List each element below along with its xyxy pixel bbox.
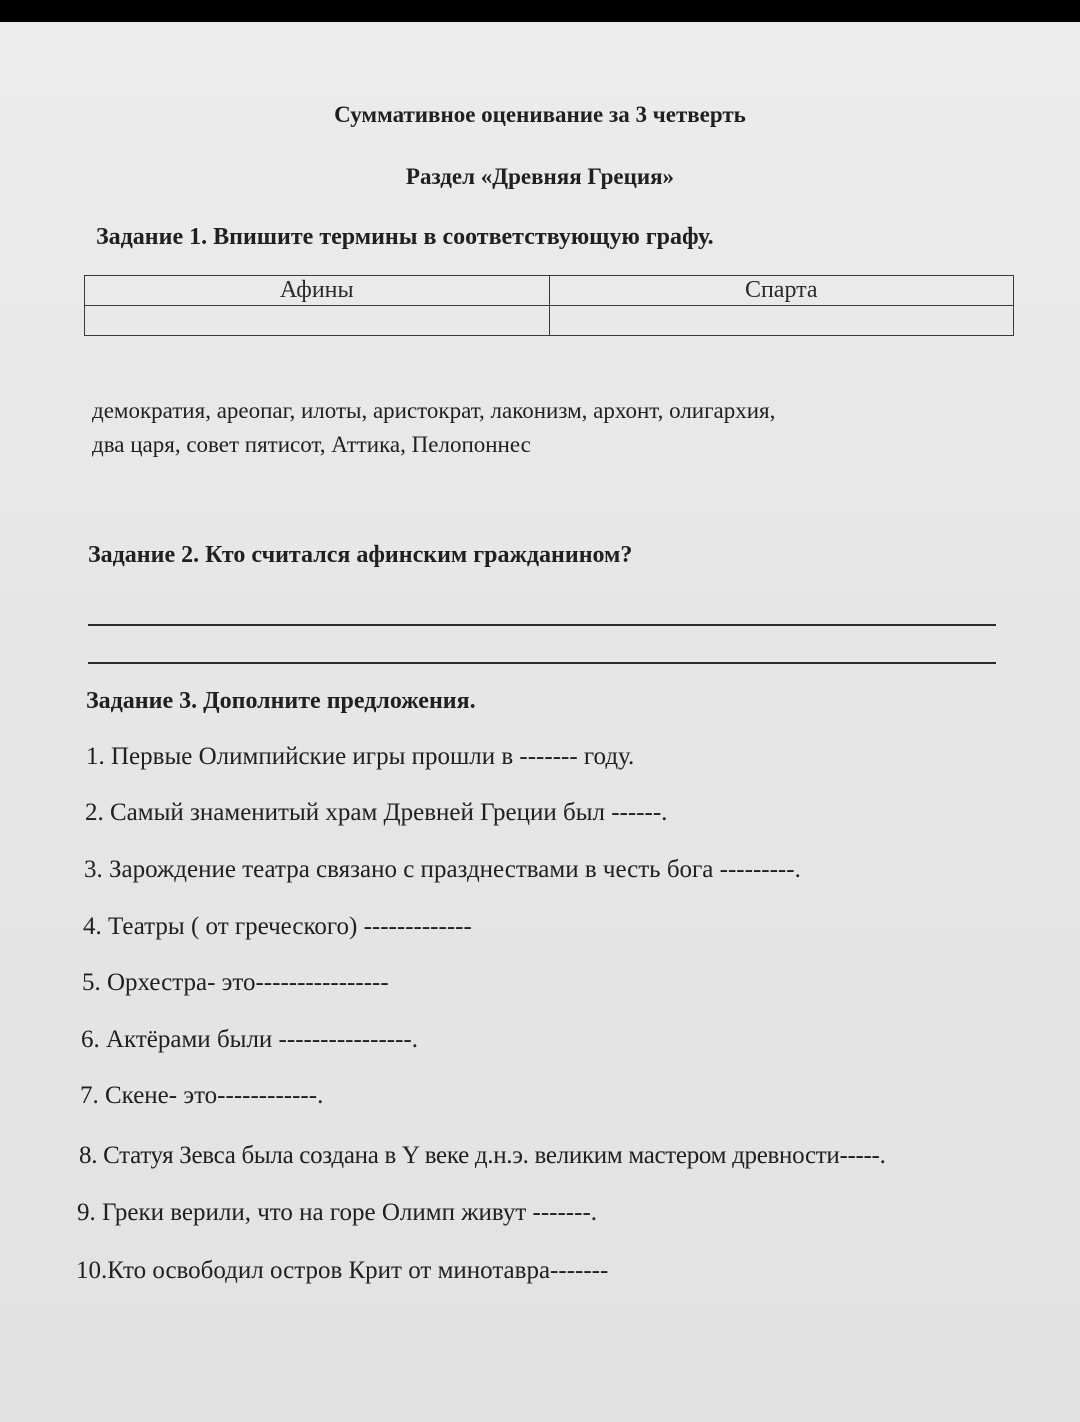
column-header-sparta: Спарта: [549, 276, 1014, 306]
document-title: Суммативное оценивание за 3 четверть: [334, 102, 746, 127]
sentence-2: 2. Самый знаменитый храм Древней Греции был ------.: [85, 799, 668, 826]
sparta-answer-cell[interactable]: [549, 306, 1014, 336]
answer-line-1[interactable]: [88, 624, 996, 626]
sentence-1: 1. Первые Олимпийские игры прошли в ------- году.: [86, 743, 635, 770]
sentence-9: 9. Греки верили, что на горе Олимп живут -------.: [77, 1199, 598, 1226]
answer-line-2[interactable]: [88, 662, 996, 664]
sentence-8: 8. Статуя Зевса была создана в Y веке д.н.э. великим мастером древности-----.: [79, 1142, 886, 1169]
sentence-10: 10.Кто освободил остров Крит от минотавра-------: [76, 1257, 609, 1284]
sentence-4: 4. Театры ( от греческого) -------------: [83, 913, 472, 940]
sentence-7: 7. Скене- это------------.: [80, 1082, 324, 1109]
task3-heading: Задание 3. Дополните предложения.: [86, 688, 476, 714]
sentence-3: 3. Зарождение театра связано с празднествами в честь бога ---------.: [84, 856, 801, 883]
sentence-6: 6. Актёрами были ----------------.: [81, 1026, 419, 1053]
athens-answer-cell[interactable]: [85, 306, 550, 336]
terms-list-line-2: два царя, совет пятисот, Аттика, Пелопоннес: [92, 432, 531, 457]
sentence-5: 5. Орхестра- это----------------: [82, 969, 389, 996]
task1-heading: Задание 1. Впишите термины в соответствующую графу.: [96, 224, 714, 250]
column-header-athens: Афины: [85, 276, 550, 306]
terms-list-line-1: демократия, ареопаг, илоты, аристократ, лаконизм, архонт, олигархия,: [92, 398, 776, 423]
worksheet-page: [0, 22, 1080, 1422]
terms-table: [84, 275, 1014, 336]
task2-heading: Задание 2. Кто считался афинским гражданином?: [88, 542, 633, 568]
section-title: Раздел «Древняя Греция»: [405, 164, 675, 189]
